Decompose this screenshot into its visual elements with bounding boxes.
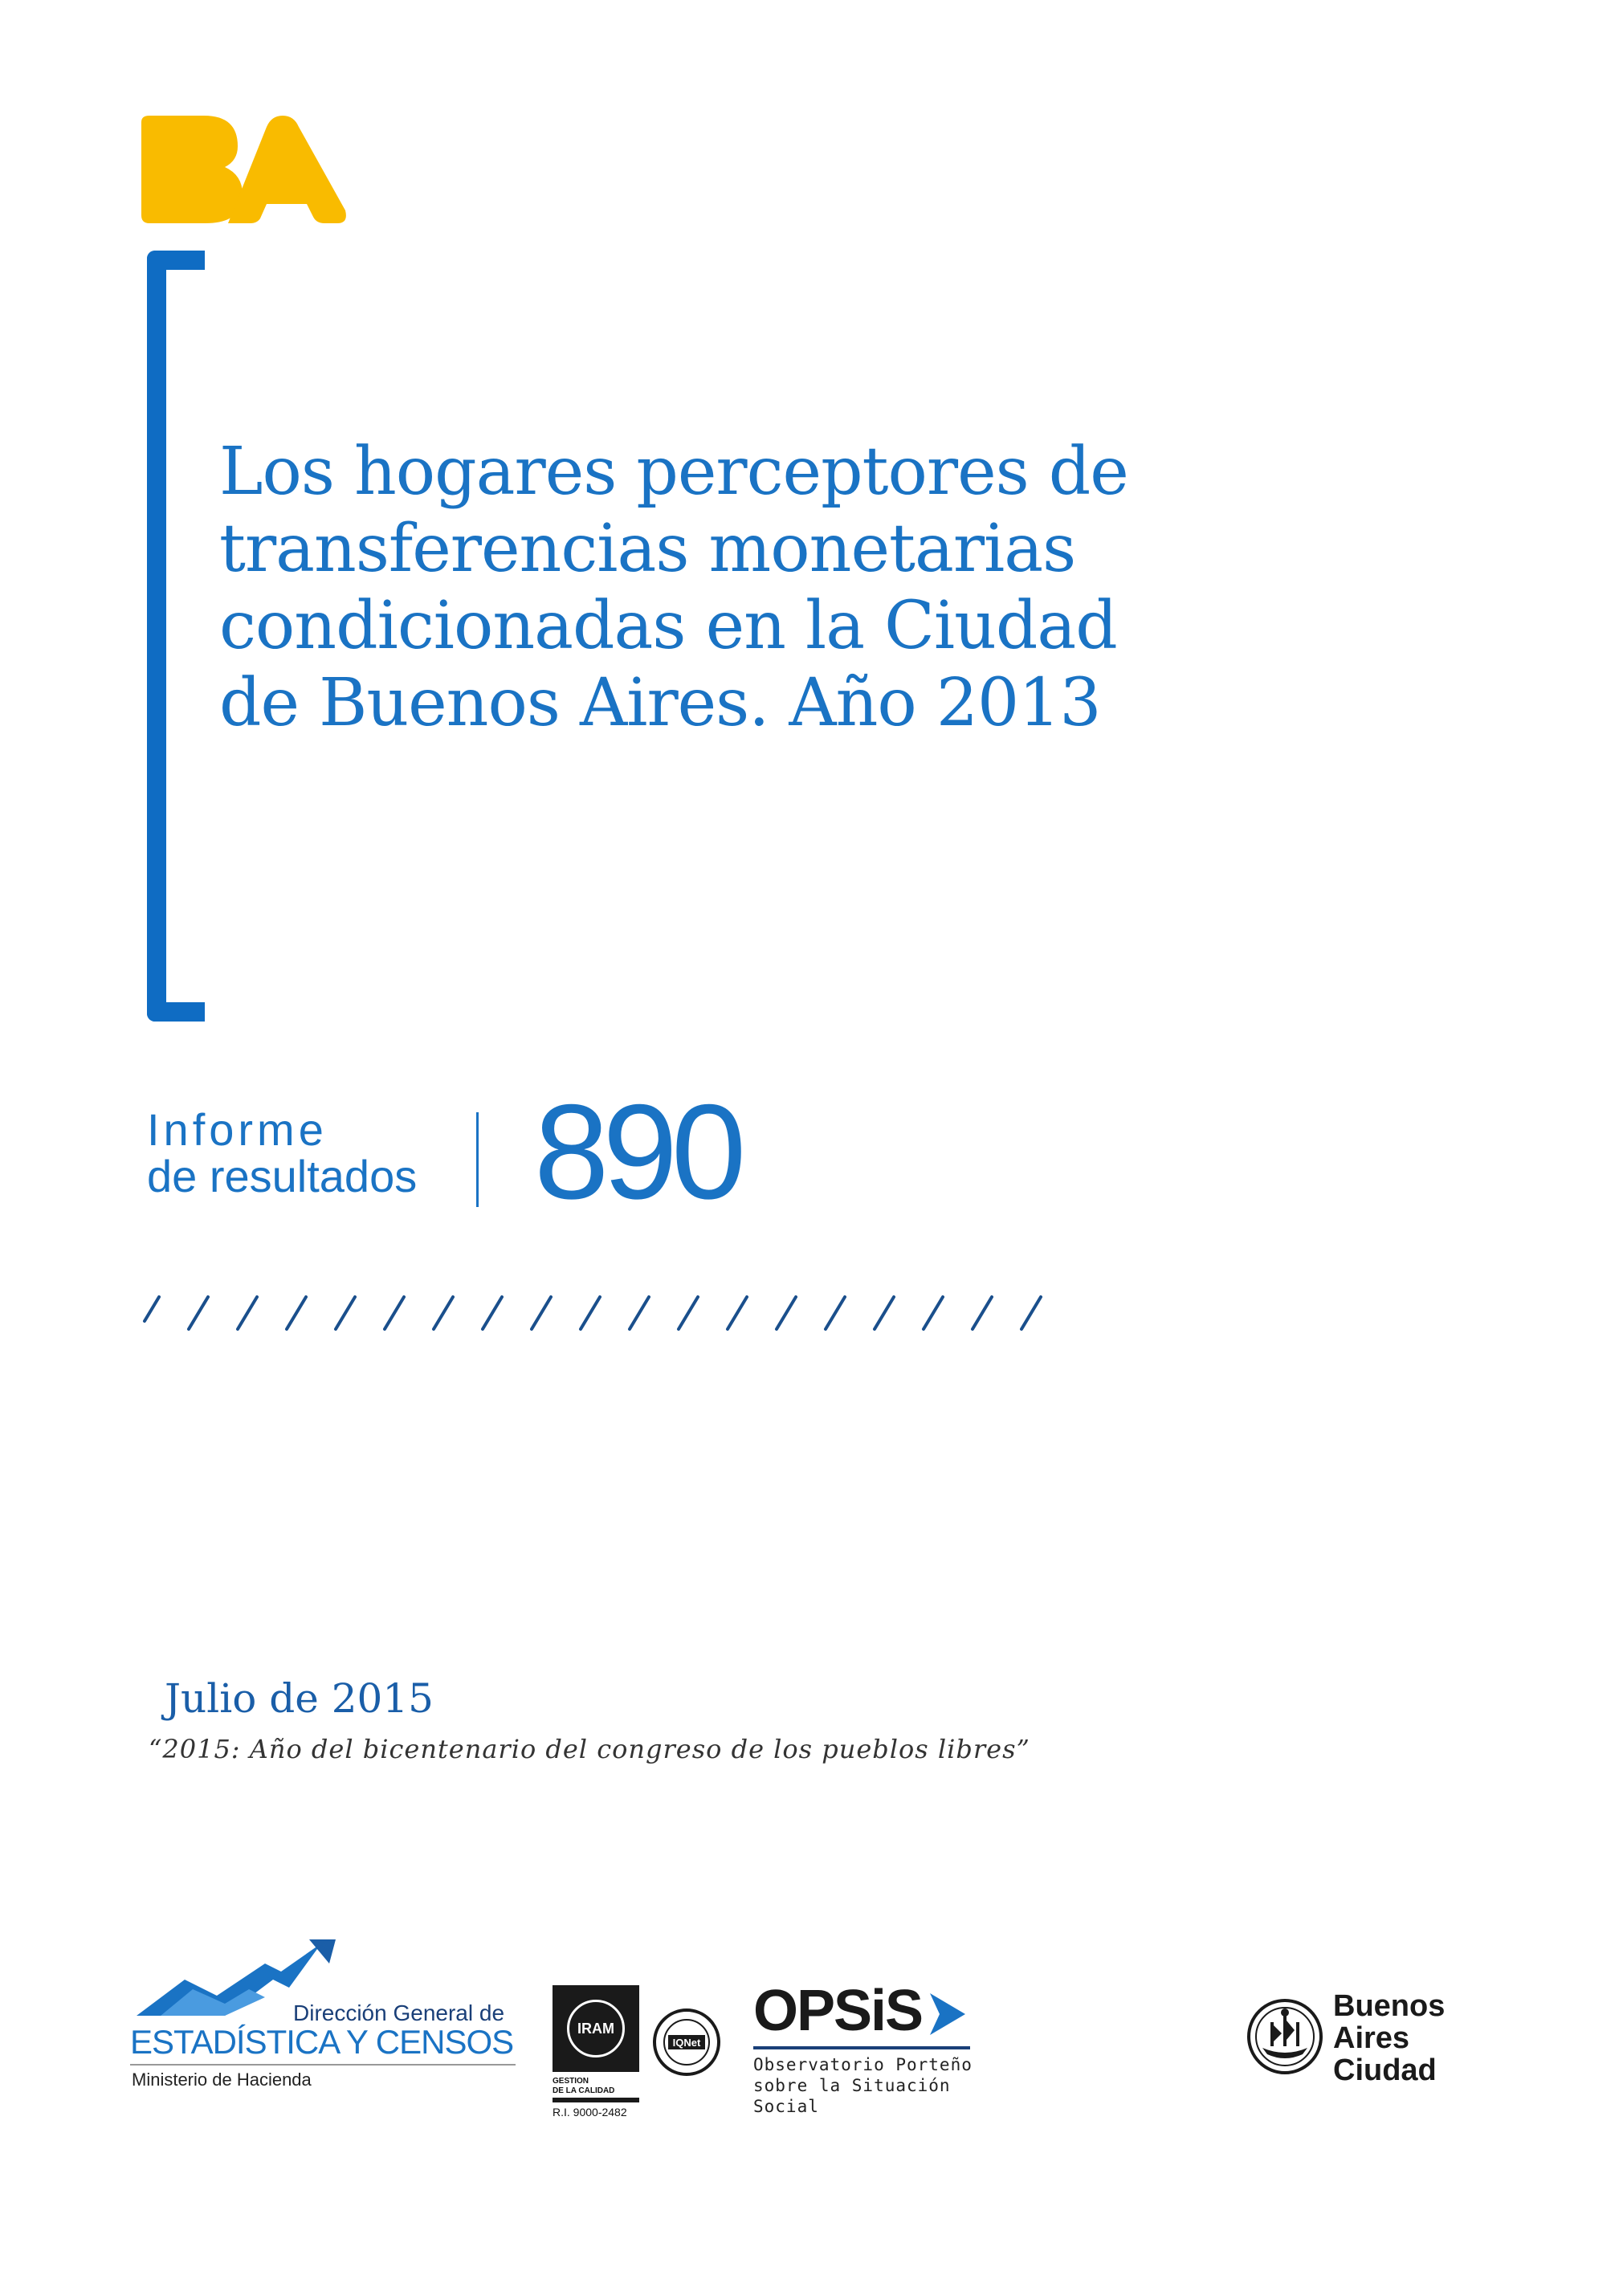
slash-mark: [875, 1297, 894, 1329]
report-number: 890: [534, 1076, 740, 1227]
city-seal-icon: [1246, 1998, 1323, 2075]
slash-mark: [434, 1297, 453, 1329]
opsis-subtitle: Observatorio Porteño sobre la Situación Social: [753, 2055, 973, 2116]
opsis-rule: [753, 2046, 970, 2049]
dgec-line2: ESTADÍSTICA Y CENSOS: [130, 2023, 514, 2061]
slash-mark: [581, 1297, 600, 1329]
slash-mark: [826, 1297, 845, 1329]
dgec-line1: Dirección General de: [293, 2000, 505, 2025]
dgec-line3: Ministerio de Hacienda: [132, 2070, 312, 2090]
iram-caption: GESTION DE LA CALIDAD: [553, 2077, 615, 2095]
bac-wordmark: [1333, 1990, 1445, 2086]
motto: “2015: Año del bicentenario del congreso de los pueblos libres”: [149, 1734, 1030, 1764]
iram-registration: R.I. 9000-2482: [553, 2106, 627, 2119]
slash-mark: [287, 1297, 306, 1329]
slash-mark: [483, 1297, 502, 1329]
slash-mark: [973, 1297, 992, 1329]
slash-mark: [1022, 1297, 1041, 1329]
iram-rule: [553, 2098, 639, 2102]
publication-date: Julio de 2015: [165, 1675, 434, 1722]
title-line: de Buenos Aires. Año 2013: [219, 665, 1101, 741]
dgec-rule: [130, 2064, 516, 2066]
slash-mark: [777, 1297, 796, 1329]
slash-divider: [137, 1289, 1052, 1337]
series-label: [147, 1104, 418, 1201]
buenos-aires-ciudad-logo: [1246, 1990, 1487, 2086]
opsis-logo: [753, 1979, 994, 2116]
bac-line3: Ciudad: [1333, 2053, 1437, 2087]
dgec-logo: [128, 1939, 530, 2100]
slash-mark: [336, 1297, 355, 1329]
slash-mark: [630, 1297, 649, 1329]
title-line: condicionadas en la Ciudad: [219, 588, 1117, 664]
slash-mark: [728, 1297, 747, 1329]
slash-mark: [679, 1297, 698, 1329]
bracket-decoration: [147, 251, 205, 1022]
title-line: transferencias monetarias: [219, 511, 1076, 587]
slash-mark: [532, 1297, 551, 1329]
series-label-line1: Informe: [147, 1104, 328, 1155]
opsis-wordmark: OPSiS: [753, 1979, 923, 2043]
slash-mark: [145, 1297, 159, 1321]
iram-mark: IRAM: [567, 2000, 625, 2057]
slash-mark: [189, 1297, 208, 1329]
document-title: [219, 434, 1215, 742]
iram-logo: [553, 1985, 641, 2122]
slash-mark: [238, 1297, 257, 1329]
iram-box: [553, 1985, 639, 2072]
title-line: Los hogares perceptores de: [219, 434, 1128, 510]
slash-mark: [385, 1297, 404, 1329]
slash-mark: [924, 1297, 943, 1329]
separator: [476, 1112, 479, 1207]
iqnet-logo: [652, 2008, 721, 2077]
series-label-line2: de resultados: [147, 1151, 418, 1201]
bac-line2: Aires: [1333, 2021, 1410, 2055]
iqnet-mark: IQNet: [672, 2037, 701, 2049]
bac-line1: Buenos: [1333, 1989, 1446, 2023]
ba-logo-icon: [138, 114, 355, 226]
chevron-right-icon: [930, 1993, 965, 2035]
